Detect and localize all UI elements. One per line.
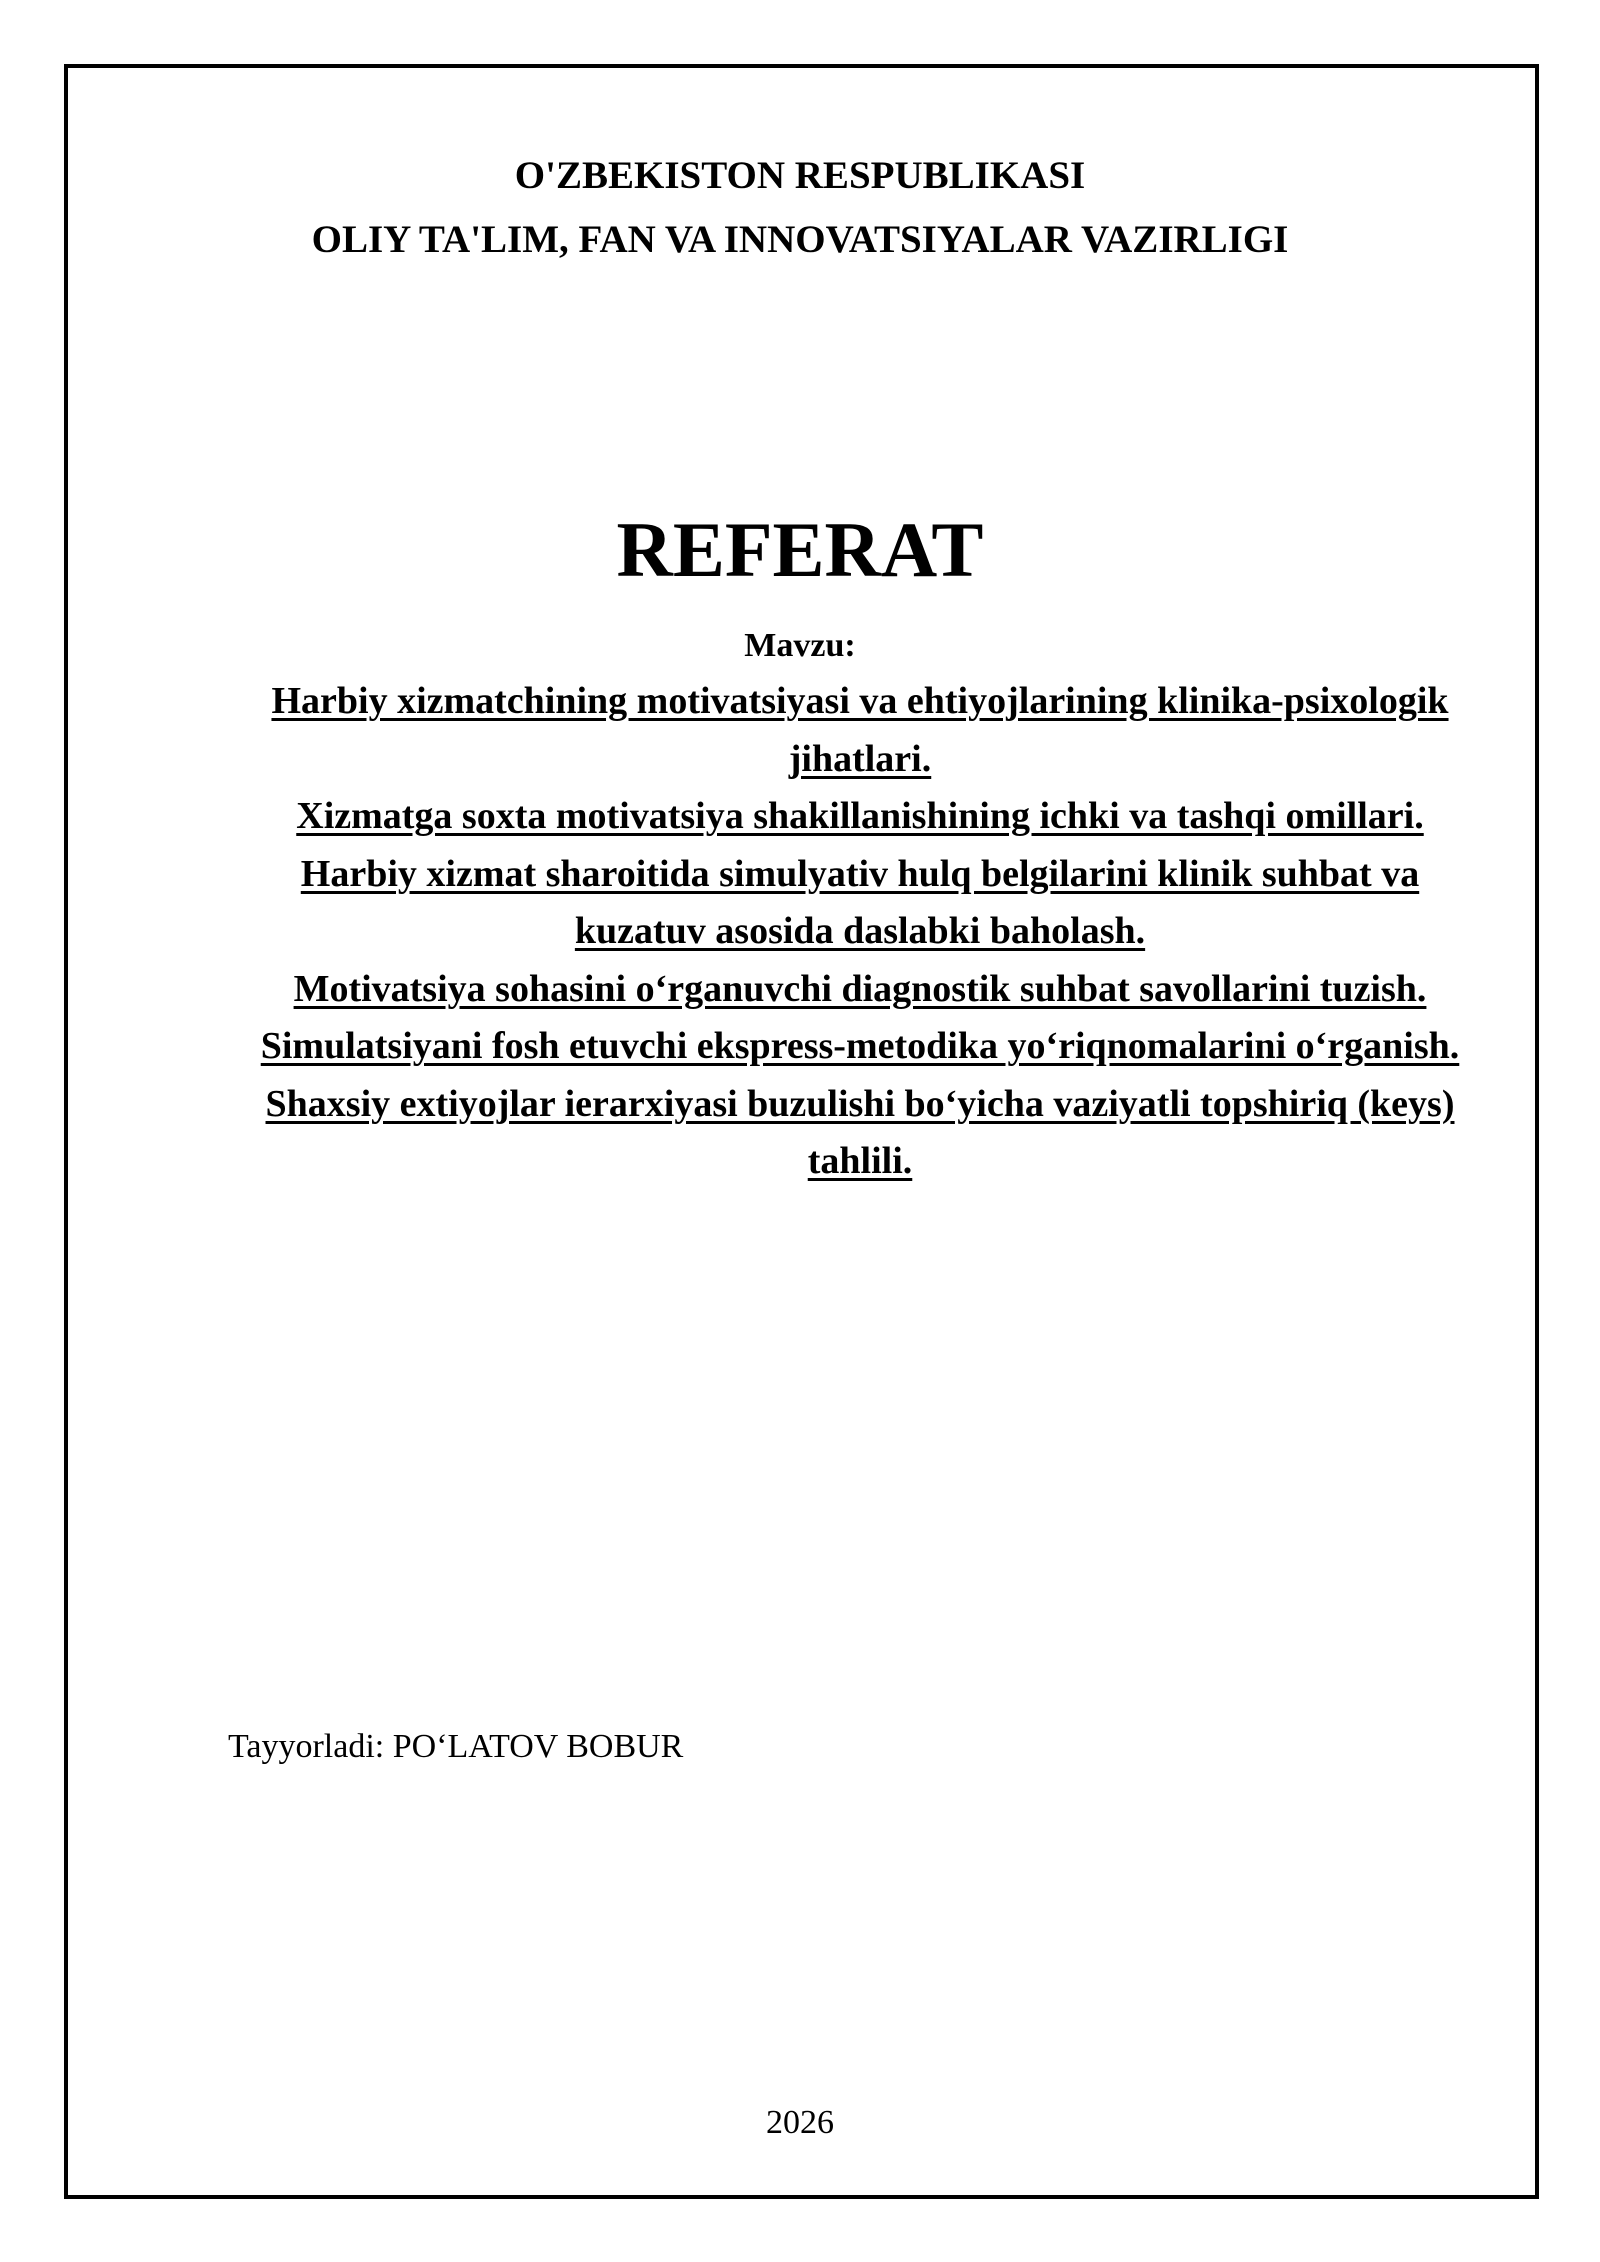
year: 2026 bbox=[766, 2104, 834, 2141]
author-line: Tayyorladi: PO‘LATOV BOBUR bbox=[228, 1728, 684, 1765]
topic-list bbox=[240, 673, 1480, 1191]
topic-item: Shaxsiy extiyojlar ierarxiyasi buzulishi bo‘yicha vaziyatli topshiriq (keys) tahlili. bbox=[265, 1082, 1455, 1182]
topic-item: Motivatsiya sohasini o‘rganuvchi diagnostik suhbat savollarini tuzish. bbox=[293, 967, 1427, 1010]
topic-item: Xizmatga soxta motivatsiya shakillanishining ichki va tashqi omillari. bbox=[296, 795, 1424, 837]
topic-label: Mavzu: bbox=[744, 627, 856, 664]
document-title: REFERAT bbox=[616, 506, 984, 593]
header-ministry: OLIY TA'LIM, FAN VA INNOVATSIYALAR VAZIRLIGI bbox=[311, 218, 1289, 261]
header-country: O'ZBEKISTON RESPUBLIKASI bbox=[514, 154, 1086, 197]
topic-item: Simulatsiyani fosh etuvchi ekspress-metodika yo‘riqnomalarini o‘rganish. bbox=[260, 1025, 1460, 1067]
topic-item: Harbiy xizmat sharoitida simulyativ hulq belgilarini klinik suhbat va kuzatuv asosida daslabki baholash. bbox=[300, 852, 1420, 952]
topic-item: Harbiy xizmatchining motivatsiyasi va ehtiyojlarining klinika-psixologik jihatlari. bbox=[271, 680, 1449, 780]
